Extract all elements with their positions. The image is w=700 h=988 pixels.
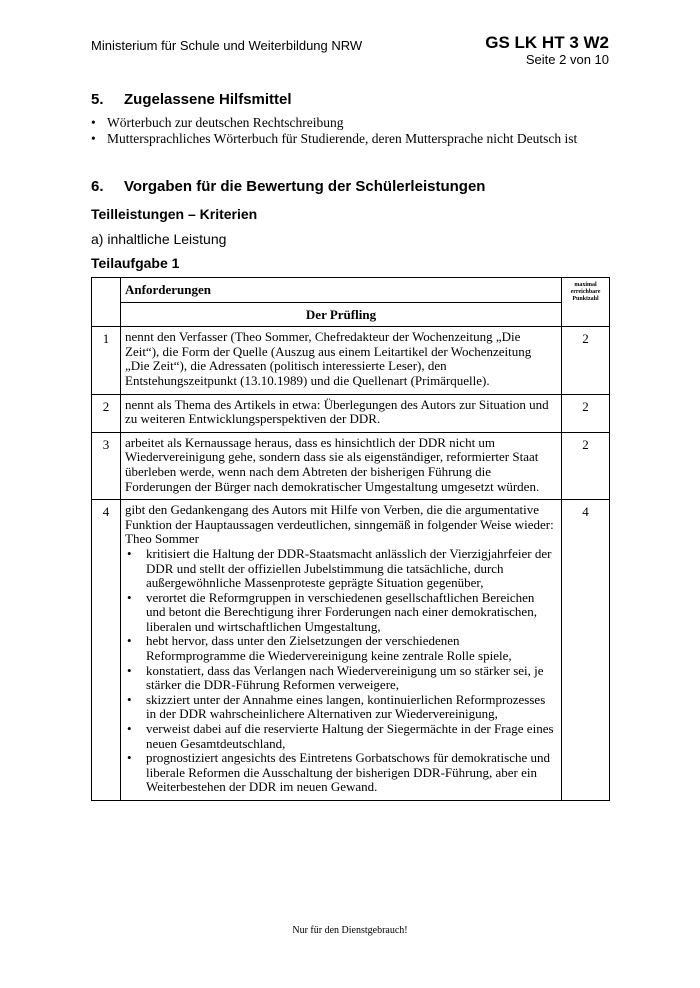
task-heading: Teilaufgabe 1: [91, 255, 180, 271]
row-intro: gibt den Gedankengang des Autors mit Hilfe von Verben, die die argumentative Funktion der Hauptaussagen verdeutlichen, sinngemäß in folgender Weise wieder:: [125, 502, 554, 532]
row-number: 3: [92, 432, 121, 499]
section-6-number: 6.: [91, 178, 104, 195]
aids-list: [91, 115, 577, 146]
ministry-name: Ministerium für Schule und Weiterbildung NRW: [91, 38, 363, 53]
table-header-row: [92, 278, 610, 303]
row-number: 2: [92, 394, 121, 432]
row-number: 1: [92, 327, 121, 394]
section-5-title: Zugelassene Hilfsmittel: [124, 91, 292, 108]
page-number: Seite 2 von 10: [525, 52, 609, 67]
header-empty-cell: [92, 278, 121, 327]
section-5-number: 5.: [91, 91, 104, 108]
row-points: 2: [562, 327, 610, 394]
header-student: Der Prüfling: [121, 302, 562, 327]
criteria-table: [91, 277, 610, 801]
table-row: [92, 432, 610, 499]
list-item: • verweist dabei auf die reservierte Haltung der Siegermächte in der Frage eines neuen Gesamtdeutschland,: [125, 722, 557, 751]
list-item: • hebt hervor, dass unter den Zielsetzungen der verschiedenen Reformprogramme die Wiedervereinigung keine zentrale Rolle spiele,: [125, 634, 557, 663]
row-text: arbeitet als Kernaussage heraus, dass es hinsichtlich der DDR nicht um Wiedervereinigung gehe, sondern dass sie als eigenständiger, reformierter Staat überleben werde, wenn nach dem Abtreten der bisherigen Führung die Forderungen der Bürger nach demokratischer Umgestaltung umgesetzt würden.: [121, 432, 562, 499]
table-row: [92, 327, 610, 394]
list-item: • konstatiert, dass das Verlangen nach Wiedervereinigung um so stärker sei, je stärker die DDR-Führung Reformen verweigere,: [125, 664, 557, 693]
list-item: • skizziert unter der Annahme eines langen, kontinuierlichen Reformprozesses in der DDR wahrscheinlichere Alternativen zur Wiedervereinigung,: [125, 693, 557, 722]
list-item: • kritisiert die Haltung der DDR-Staatsmacht anlässlich der Vierzigjahrfeier der DDR und stellt der offiziellen Jubelstimmung die tatsächliche, durch außergewöhnliche Massenproteste geprägte Situation gegenüber,: [125, 547, 557, 591]
part-label: a) inhaltliche Leistung: [91, 231, 227, 247]
table-subheader-row: [92, 302, 610, 327]
list-item: • Wörterbuch zur deutschen Rechtschreibung: [91, 115, 577, 131]
header-requirements: Anforderungen: [121, 278, 562, 303]
section-6-heading: [91, 178, 485, 195]
footer-note: Nur für den Dienstgebrauch!: [292, 925, 408, 936]
row-number: 4: [92, 500, 121, 801]
list-item: • Muttersprachliches Wörterbuch für Studierende, deren Muttersprache nicht Deutsch ist: [91, 131, 577, 147]
criteria-subheading: Teilleistungen – Kriterien: [91, 206, 258, 222]
row-points: 2: [562, 394, 610, 432]
section-5-heading: [91, 91, 292, 108]
row-points: 2: [562, 432, 610, 499]
document-code: GS LK HT 3 W2: [485, 33, 609, 52]
list-item: • verortet die Reformgruppen in verschiedenen gesellschaftlichen Bereichen und betont die Berechtigung ihrer Forderungen nach einer demokratischen, liberalen und wirtschaftlichen Umgestaltung,: [125, 591, 557, 635]
header-max-points: maximal erreichbare Punktzahl: [562, 278, 610, 327]
row-text: nennt als Thema des Artikels in etwa: Überlegungen des Autors zur Situation und zu weiteren Entwicklungsperspektiven der DDR.: [121, 394, 562, 432]
argument-list: [125, 547, 557, 795]
row-text: nennt den Verfasser (Theo Sommer, Chefredakteur der Wochenzeitung „Die Zeit“), die Form der Quelle (Auszug aus einem Leitartikel der Wochenzeitung „Die Zeit“), die Adressaten (politisch interessierte Leser), den Entstehungszeitpunkt (13.10.1989) und die Quellenart (Primärquelle).: [121, 327, 562, 394]
table-row: [92, 394, 610, 432]
section-6-title: Vorgaben für die Bewertung der Schülerleistungen: [124, 178, 486, 195]
row-points: 4: [562, 500, 610, 801]
table-row: [92, 500, 610, 801]
row-author: Theo Sommer: [125, 531, 200, 547]
document-code-block: [485, 33, 609, 67]
list-item: • prognostiziert angesichts des Eintretens Gorbatschows für demokratische und liberale Reformen die Ausschaltung der bisherigen DDR-Führung, aber ein Weiterbestehen der DDR im neuen Gewand.: [125, 751, 557, 795]
row-text: [121, 500, 562, 801]
